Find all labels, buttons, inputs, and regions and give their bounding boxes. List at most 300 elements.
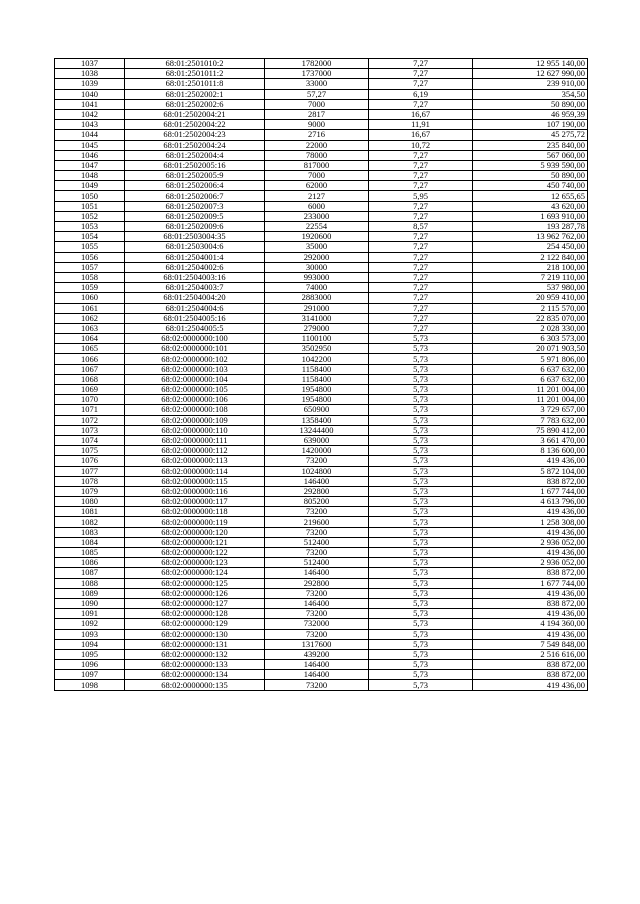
row-number: 1065 — [55, 344, 125, 354]
area-value: 732000 — [265, 619, 369, 629]
cadastral-number: 68:01:2502004:22 — [125, 120, 265, 130]
area-value: 73200 — [265, 507, 369, 517]
table-row — [55, 181, 588, 191]
area-value: 146400 — [265, 568, 369, 578]
cadastral-number: 68:02:0000000:111 — [125, 435, 265, 445]
table-row — [55, 517, 588, 527]
row-number: 1087 — [55, 568, 125, 578]
table-row — [55, 191, 588, 201]
row-number: 1077 — [55, 466, 125, 476]
table-row — [55, 283, 588, 293]
cadastral-number: 68:02:0000000:112 — [125, 446, 265, 456]
cost-value: 419 436,00 — [473, 680, 588, 690]
area-value: 74000 — [265, 283, 369, 293]
rate-value: 5,73 — [369, 578, 473, 588]
row-number: 1066 — [55, 354, 125, 364]
area-value: 22000 — [265, 140, 369, 150]
row-number: 1073 — [55, 425, 125, 435]
row-number: 1098 — [55, 680, 125, 690]
table-row — [55, 670, 588, 680]
rate-value: 7,27 — [369, 99, 473, 109]
table-row — [55, 680, 588, 690]
rate-value: 5,73 — [369, 527, 473, 537]
row-number: 1094 — [55, 639, 125, 649]
rate-value: 5,73 — [369, 548, 473, 558]
cadastral-number: 68:01:2501011:2 — [125, 69, 265, 79]
rate-value: 5,73 — [369, 609, 473, 619]
area-value: 2883000 — [265, 293, 369, 303]
table-row — [55, 354, 588, 364]
row-number: 1078 — [55, 476, 125, 486]
area-value: 2716 — [265, 130, 369, 140]
row-number: 1079 — [55, 486, 125, 496]
cadastral-number: 68:01:2502009:6 — [125, 222, 265, 232]
rate-value: 7,27 — [369, 262, 473, 272]
row-number: 1096 — [55, 660, 125, 670]
cost-value: 5 872 104,00 — [473, 466, 588, 476]
row-number: 1052 — [55, 211, 125, 221]
row-number: 1074 — [55, 435, 125, 445]
rate-value: 11,91 — [369, 120, 473, 130]
rate-value: 7,27 — [369, 79, 473, 89]
table-body — [55, 59, 588, 691]
cost-value: 4 194 360,00 — [473, 619, 588, 629]
cadastral-number: 68:02:0000000:113 — [125, 456, 265, 466]
cadastral-number: 68:02:0000000:134 — [125, 670, 265, 680]
cadastral-number: 68:02:0000000:129 — [125, 619, 265, 629]
cost-value: 218 100,00 — [473, 262, 588, 272]
table-row — [55, 507, 588, 517]
rate-value: 5,73 — [369, 405, 473, 415]
area-value: 2817 — [265, 109, 369, 119]
cost-value: 419 436,00 — [473, 507, 588, 517]
table-row — [55, 303, 588, 313]
cadastral-number: 68:02:0000000:100 — [125, 334, 265, 344]
cadastral-number: 68:02:0000000:116 — [125, 486, 265, 496]
row-number: 1058 — [55, 272, 125, 282]
rate-value: 5,73 — [369, 629, 473, 639]
row-number: 1081 — [55, 507, 125, 517]
cost-value: 2 115 570,00 — [473, 303, 588, 313]
rate-value: 6,19 — [369, 89, 473, 99]
area-value: 1100100 — [265, 334, 369, 344]
cost-value: 50 890,00 — [473, 171, 588, 181]
row-number: 1069 — [55, 385, 125, 395]
area-value: 1954800 — [265, 385, 369, 395]
table-row — [55, 344, 588, 354]
area-value: 292800 — [265, 486, 369, 496]
area-value: 1782000 — [265, 59, 369, 69]
table-row — [55, 486, 588, 496]
cost-value: 3 729 657,00 — [473, 405, 588, 415]
cadastral-number: 68:02:0000000:103 — [125, 364, 265, 374]
row-number: 1097 — [55, 670, 125, 680]
cadastral-number: 68:02:0000000:115 — [125, 476, 265, 486]
cadastral-number: 68:02:0000000:114 — [125, 466, 265, 476]
cadastral-number: 68:01:2504005:16 — [125, 313, 265, 323]
cost-value: 8 136 600,00 — [473, 446, 588, 456]
cost-value: 2 516 616,00 — [473, 649, 588, 659]
cost-value: 4 613 796,00 — [473, 497, 588, 507]
row-number: 1091 — [55, 609, 125, 619]
table-row — [55, 609, 588, 619]
table-row — [55, 456, 588, 466]
cadastral-number: 68:02:0000000:127 — [125, 598, 265, 608]
row-number: 1057 — [55, 262, 125, 272]
rate-value: 7,27 — [369, 171, 473, 181]
cost-value: 107 190,00 — [473, 120, 588, 130]
area-value: 3502950 — [265, 344, 369, 354]
row-number: 1048 — [55, 171, 125, 181]
cost-value: 419 436,00 — [473, 527, 588, 537]
rate-value: 5,73 — [369, 456, 473, 466]
cost-value: 2 936 052,00 — [473, 537, 588, 547]
row-number: 1090 — [55, 598, 125, 608]
cost-value: 75 890 412,00 — [473, 425, 588, 435]
rate-value: 5,95 — [369, 191, 473, 201]
area-value: 650900 — [265, 405, 369, 415]
cost-value: 7 549 848,00 — [473, 639, 588, 649]
rate-value: 5,73 — [369, 385, 473, 395]
row-number: 1041 — [55, 99, 125, 109]
area-value: 9000 — [265, 120, 369, 130]
area-value: 1317600 — [265, 639, 369, 649]
row-number: 1062 — [55, 313, 125, 323]
row-number: 1042 — [55, 109, 125, 119]
cost-value: 254 450,00 — [473, 242, 588, 252]
cost-value: 7 783 632,00 — [473, 415, 588, 425]
area-value: 279000 — [265, 323, 369, 333]
row-number: 1089 — [55, 588, 125, 598]
table-row — [55, 385, 588, 395]
row-number: 1083 — [55, 527, 125, 537]
table-row — [55, 558, 588, 568]
cadastral-number: 68:01:2504001:4 — [125, 252, 265, 262]
row-number: 1059 — [55, 283, 125, 293]
table-row — [55, 262, 588, 272]
table-row — [55, 415, 588, 425]
table-row — [55, 160, 588, 170]
row-number: 1049 — [55, 181, 125, 191]
row-number: 1055 — [55, 242, 125, 252]
rate-value: 5,73 — [369, 598, 473, 608]
rate-value: 5,73 — [369, 395, 473, 405]
table-row — [55, 435, 588, 445]
cost-value: 7 219 110,00 — [473, 272, 588, 282]
area-value: 805200 — [265, 497, 369, 507]
rate-value: 7,27 — [369, 201, 473, 211]
area-value: 78000 — [265, 150, 369, 160]
row-number: 1095 — [55, 649, 125, 659]
cost-value: 6 637 632,00 — [473, 374, 588, 384]
cadastral-number: 68:02:0000000:133 — [125, 660, 265, 670]
table-row — [55, 395, 588, 405]
rate-value: 7,27 — [369, 59, 473, 69]
cost-value: 838 872,00 — [473, 660, 588, 670]
table-row — [55, 364, 588, 374]
cadastral-number: 68:02:0000000:121 — [125, 537, 265, 547]
rate-value: 7,27 — [369, 303, 473, 313]
rate-value: 7,27 — [369, 232, 473, 242]
row-number: 1093 — [55, 629, 125, 639]
land-registry-table — [54, 58, 588, 691]
area-value: 3141000 — [265, 313, 369, 323]
rate-value: 5,73 — [369, 649, 473, 659]
cost-value: 11 201 004,00 — [473, 385, 588, 395]
cadastral-number: 68:01:2502007:3 — [125, 201, 265, 211]
rate-value: 5,73 — [369, 435, 473, 445]
table-row — [55, 323, 588, 333]
cadastral-number: 68:01:2502006:7 — [125, 191, 265, 201]
row-number: 1063 — [55, 323, 125, 333]
rate-value: 8,57 — [369, 222, 473, 232]
rate-value: 7,27 — [369, 160, 473, 170]
table-row — [55, 272, 588, 282]
area-value: 146400 — [265, 670, 369, 680]
rate-value: 7,27 — [369, 211, 473, 221]
cost-value: 11 201 004,00 — [473, 395, 588, 405]
cost-value: 239 910,00 — [473, 79, 588, 89]
row-number: 1056 — [55, 252, 125, 262]
rate-value: 7,27 — [369, 313, 473, 323]
table-row — [55, 497, 588, 507]
area-value: 7000 — [265, 171, 369, 181]
cost-value: 12 627 990,00 — [473, 69, 588, 79]
rate-value: 5,73 — [369, 334, 473, 344]
row-number: 1084 — [55, 537, 125, 547]
cost-value: 419 436,00 — [473, 548, 588, 558]
cost-value: 838 872,00 — [473, 568, 588, 578]
row-number: 1075 — [55, 446, 125, 456]
cadastral-number: 68:02:0000000:102 — [125, 354, 265, 364]
table-row — [55, 222, 588, 232]
cadastral-number: 68:02:0000000:109 — [125, 415, 265, 425]
area-value: 1024800 — [265, 466, 369, 476]
cost-value: 12 955 140,00 — [473, 59, 588, 69]
area-value: 13244400 — [265, 425, 369, 435]
cadastral-number: 68:02:0000000:132 — [125, 649, 265, 659]
row-number: 1086 — [55, 558, 125, 568]
area-value: 292800 — [265, 578, 369, 588]
cadastral-number: 68:01:2504004:20 — [125, 293, 265, 303]
table-row — [55, 639, 588, 649]
area-value: 2127 — [265, 191, 369, 201]
table-row — [55, 527, 588, 537]
table-row — [55, 649, 588, 659]
rate-value: 5,73 — [369, 680, 473, 690]
table-row — [55, 242, 588, 252]
cadastral-number: 68:01:2503004:6 — [125, 242, 265, 252]
area-value: 291000 — [265, 303, 369, 313]
area-value: 639000 — [265, 435, 369, 445]
rate-value: 5,73 — [369, 517, 473, 527]
area-value: 1737000 — [265, 69, 369, 79]
cost-value: 1 258 308,00 — [473, 517, 588, 527]
table-row — [55, 293, 588, 303]
rate-value: 7,27 — [369, 181, 473, 191]
area-value: 993000 — [265, 272, 369, 282]
cost-value: 419 436,00 — [473, 588, 588, 598]
cost-value: 2 936 052,00 — [473, 558, 588, 568]
row-number: 1070 — [55, 395, 125, 405]
area-value: 1042200 — [265, 354, 369, 364]
rate-value: 5,73 — [369, 537, 473, 547]
rate-value: 7,27 — [369, 283, 473, 293]
cadastral-number: 68:01:2502009:5 — [125, 211, 265, 221]
cost-value: 45 275,72 — [473, 130, 588, 140]
cost-value: 43 620,00 — [473, 201, 588, 211]
cadastral-number: 68:02:0000000:124 — [125, 568, 265, 578]
area-value: 512400 — [265, 537, 369, 547]
cadastral-number: 68:02:0000000:131 — [125, 639, 265, 649]
cadastral-number: 68:01:2502005:9 — [125, 171, 265, 181]
rate-value: 7,27 — [369, 69, 473, 79]
cadastral-number: 68:02:0000000:120 — [125, 527, 265, 537]
cost-value: 1 677 744,00 — [473, 578, 588, 588]
cost-value: 5 971 806,00 — [473, 354, 588, 364]
row-number: 1045 — [55, 140, 125, 150]
table-row — [55, 211, 588, 221]
cadastral-number: 68:02:0000000:117 — [125, 497, 265, 507]
rate-value: 5,73 — [369, 415, 473, 425]
rate-value: 5,73 — [369, 588, 473, 598]
cadastral-number: 68:01:2504003:16 — [125, 272, 265, 282]
cadastral-number: 68:02:0000000:130 — [125, 629, 265, 639]
row-number: 1080 — [55, 497, 125, 507]
cadastral-number: 68:01:2503004:35 — [125, 232, 265, 242]
cost-value: 22 835 070,00 — [473, 313, 588, 323]
cost-value: 419 436,00 — [473, 456, 588, 466]
row-number: 1053 — [55, 222, 125, 232]
cadastral-number: 68:01:2502005:16 — [125, 160, 265, 170]
cost-value: 12 655,65 — [473, 191, 588, 201]
table-row — [55, 130, 588, 140]
table-row — [55, 109, 588, 119]
area-value: 1420000 — [265, 446, 369, 456]
row-number: 1043 — [55, 120, 125, 130]
table-row — [55, 89, 588, 99]
area-value: 146400 — [265, 660, 369, 670]
area-value: 1358400 — [265, 415, 369, 425]
area-value: 35000 — [265, 242, 369, 252]
cadastral-number: 68:02:0000000:119 — [125, 517, 265, 527]
cost-value: 20 071 903,50 — [473, 344, 588, 354]
row-number: 1039 — [55, 79, 125, 89]
cadastral-number: 68:02:0000000:108 — [125, 405, 265, 415]
table-row — [55, 313, 588, 323]
table-row — [55, 59, 588, 69]
cost-value: 1 693 910,00 — [473, 211, 588, 221]
row-number: 1067 — [55, 364, 125, 374]
area-value: 219600 — [265, 517, 369, 527]
table-row — [55, 568, 588, 578]
area-value: 146400 — [265, 598, 369, 608]
table-row — [55, 334, 588, 344]
rate-value: 5,73 — [369, 446, 473, 456]
table-row — [55, 425, 588, 435]
rate-value: 5,73 — [369, 374, 473, 384]
cost-value: 20 959 410,00 — [473, 293, 588, 303]
area-value: 73200 — [265, 548, 369, 558]
rate-value: 5,73 — [369, 507, 473, 517]
cadastral-number: 68:01:2502002:1 — [125, 89, 265, 99]
rate-value: 7,27 — [369, 293, 473, 303]
cadastral-number: 68:01:2504005:5 — [125, 323, 265, 333]
area-value: 6000 — [265, 201, 369, 211]
row-number: 1054 — [55, 232, 125, 242]
row-number: 1060 — [55, 293, 125, 303]
table-row — [55, 79, 588, 89]
cost-value: 2 122 840,00 — [473, 252, 588, 262]
row-number: 1082 — [55, 517, 125, 527]
cadastral-number: 68:02:0000000:104 — [125, 374, 265, 384]
cost-value: 419 436,00 — [473, 629, 588, 639]
rate-value: 5,73 — [369, 364, 473, 374]
area-value: 73200 — [265, 588, 369, 598]
cost-value: 50 890,00 — [473, 99, 588, 109]
area-value: 7000 — [265, 99, 369, 109]
table-row — [55, 588, 588, 598]
row-number: 1064 — [55, 334, 125, 344]
cadastral-number: 68:01:2504003:7 — [125, 283, 265, 293]
table-row — [55, 99, 588, 109]
cadastral-number: 68:02:0000000:128 — [125, 609, 265, 619]
area-value: 62000 — [265, 181, 369, 191]
table-row — [55, 405, 588, 415]
row-number: 1044 — [55, 130, 125, 140]
cadastral-number: 68:01:2501010:2 — [125, 59, 265, 69]
cost-value: 193 287,78 — [473, 222, 588, 232]
rate-value: 5,73 — [369, 619, 473, 629]
area-value: 233000 — [265, 211, 369, 221]
cadastral-number: 68:02:0000000:126 — [125, 588, 265, 598]
table-row — [55, 660, 588, 670]
cadastral-number: 68:02:0000000:106 — [125, 395, 265, 405]
rate-value: 7,27 — [369, 242, 473, 252]
cadastral-number: 68:02:0000000:105 — [125, 385, 265, 395]
table-row — [55, 537, 588, 547]
rate-value: 5,73 — [369, 497, 473, 507]
cadastral-number: 68:01:2502004:21 — [125, 109, 265, 119]
table-row — [55, 374, 588, 384]
cadastral-number: 68:01:2502004:4 — [125, 150, 265, 160]
cadastral-number: 68:02:0000000:122 — [125, 548, 265, 558]
row-number: 1038 — [55, 69, 125, 79]
cadastral-number: 68:01:2502004:23 — [125, 130, 265, 140]
cadastral-number: 68:02:0000000:101 — [125, 344, 265, 354]
area-value: 22554 — [265, 222, 369, 232]
rate-value: 7,27 — [369, 323, 473, 333]
rate-value: 5,73 — [369, 568, 473, 578]
cost-value: 5 939 590,00 — [473, 160, 588, 170]
table-row — [55, 619, 588, 629]
cost-value: 46 959,39 — [473, 109, 588, 119]
row-number: 1071 — [55, 405, 125, 415]
cost-value: 838 872,00 — [473, 598, 588, 608]
cost-value: 2 028 330,00 — [473, 323, 588, 333]
cadastral-number: 68:02:0000000:110 — [125, 425, 265, 435]
area-value: 30000 — [265, 262, 369, 272]
cost-value: 235 840,00 — [473, 140, 588, 150]
table-row — [55, 69, 588, 79]
rate-value: 5,73 — [369, 486, 473, 496]
table-row — [55, 466, 588, 476]
rate-value: 7,27 — [369, 252, 473, 262]
cadastral-number: 68:01:2501011:8 — [125, 79, 265, 89]
area-value: 1954800 — [265, 395, 369, 405]
row-number: 1088 — [55, 578, 125, 588]
area-value: 1920600 — [265, 232, 369, 242]
